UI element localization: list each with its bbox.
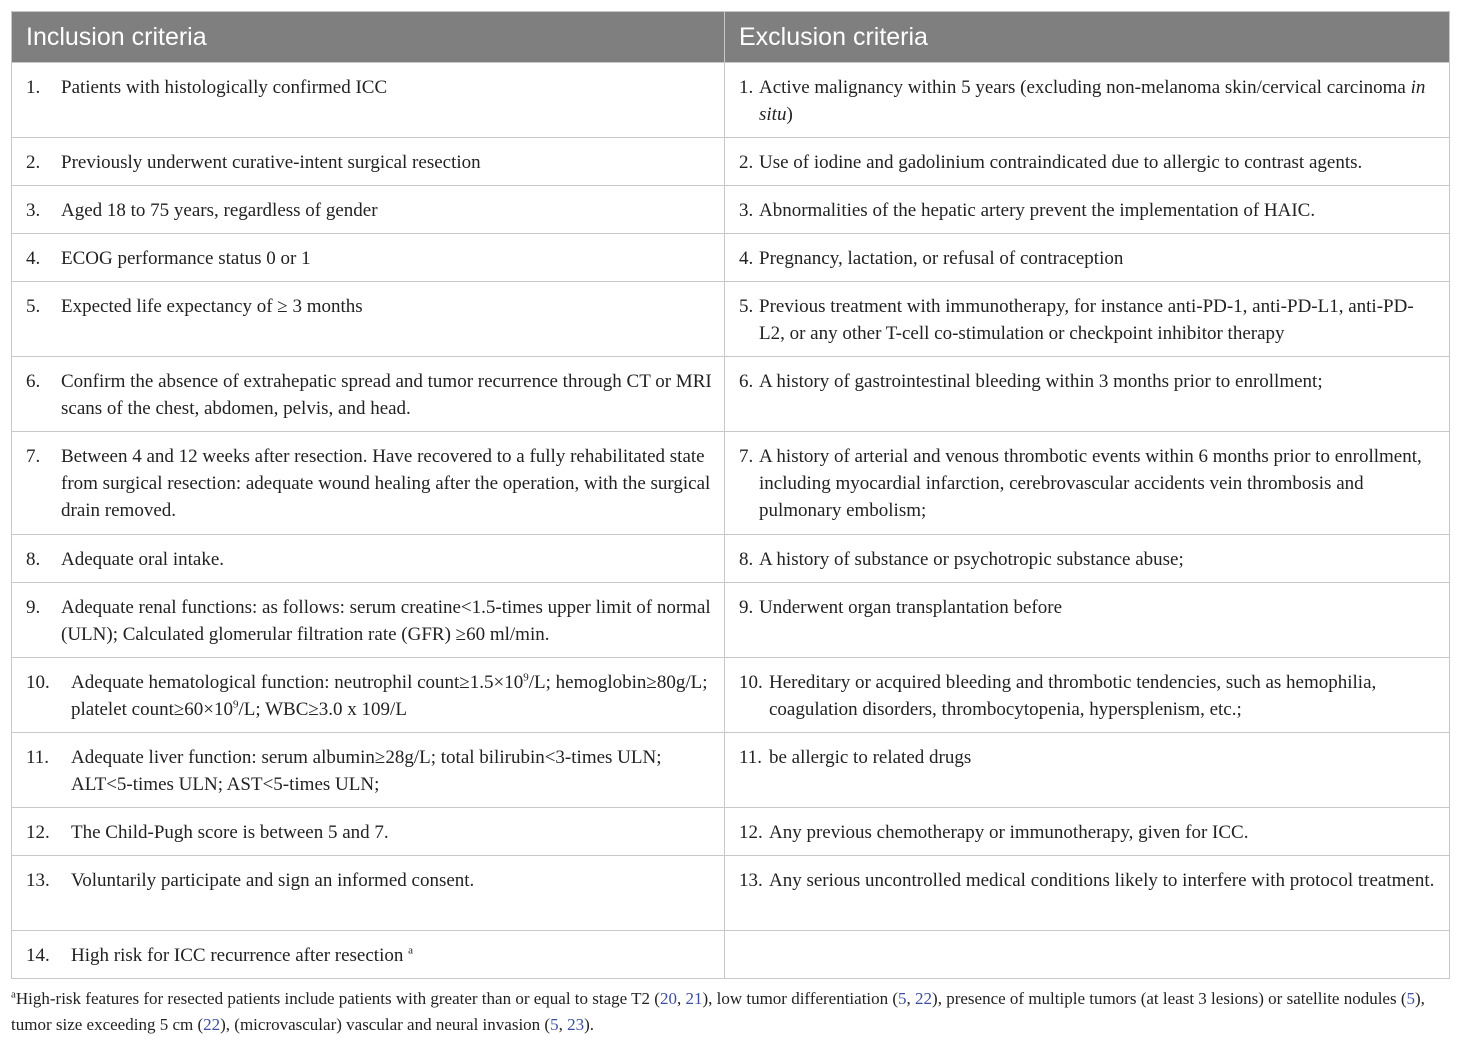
- item-number: 5.: [26, 296, 41, 317]
- exclusion-cell: [725, 138, 1450, 186]
- table-row: [12, 583, 1450, 658]
- table-row: [12, 808, 1450, 856]
- exclusion-text: Active malignancy within 5 years (excluding non-melanoma skin/cervical carcinoma in situ): [759, 77, 1426, 125]
- inclusion-text: Voluntarily participate and sign an informed consent.: [71, 870, 475, 891]
- inclusion-cell: [12, 63, 725, 138]
- inclusion-text: Between 4 and 12 weeks after resection. Have recovered to a fully rehabilitated state from surgical resection: adequate wound healing after the operation, with the surgical drain removed.: [61, 446, 711, 521]
- item-number: 12.: [739, 822, 763, 843]
- exclusion-text: Any serious uncontrolled medical conditions likely to interfere with protocol treatment.: [769, 870, 1435, 891]
- inclusion-text: Adequate hematological function: neutrophil $count\ge 1.5\times 10^9/L$; hemoglobin≥80g/L; platelet $count\ge 60\times 10^9/L$; WBC≥3.0 x 109/L: [71, 671, 708, 720]
- exclusion-cell: [725, 357, 1450, 432]
- inclusion-text: ECOG performance status 0 or 1: [61, 248, 311, 269]
- item-number: 13.: [739, 870, 763, 891]
- inclusion-text: Adequate oral intake.: [61, 549, 225, 570]
- table-row: [12, 234, 1450, 282]
- table-header-row: [12, 12, 1450, 63]
- inclusion-cell: [12, 931, 725, 979]
- item-number: 3.: [26, 200, 41, 221]
- item-number: 3.: [739, 200, 754, 221]
- item-number: 11.: [26, 747, 50, 768]
- exclusion-text: Underwent organ transplantation before: [759, 597, 1063, 618]
- table-row: [12, 856, 1450, 931]
- exclusion-header: Exclusion criteria: [725, 12, 1450, 63]
- item-number: 10.: [26, 672, 50, 693]
- exclusion-text: Abnormalities of the hepatic artery prevent the implementation of HAIC.: [759, 200, 1316, 221]
- exclusion-cell: [725, 63, 1450, 138]
- table-row: [12, 63, 1450, 138]
- table-row: [12, 432, 1450, 535]
- item-number: 1.: [739, 77, 754, 98]
- table-row: [12, 535, 1450, 583]
- item-number: 5.: [739, 296, 754, 317]
- reference-link[interactable]: 5: [1406, 989, 1416, 1008]
- inclusion-text: Expected life expectancy of ≥ 3 months: [61, 296, 363, 317]
- exclusion-cell: [725, 186, 1450, 234]
- item-number: 9.: [26, 597, 41, 618]
- inclusion-cell: [12, 234, 725, 282]
- reference-link[interactable]: 5: [898, 989, 907, 1008]
- item-number: 1.: [26, 77, 41, 98]
- exclusion-cell: [725, 583, 1450, 658]
- exclusion-cell: [725, 234, 1450, 282]
- exclusion-cell: [725, 535, 1450, 583]
- exclusion-cell: [725, 432, 1450, 535]
- exclusion-text: Any previous chemotherapy or immunotherapy, given for ICC.: [769, 822, 1249, 843]
- inclusion-cell: [12, 808, 725, 856]
- table-footnote: $^a$High-risk features for resected patients include patients with greater than or equal to stage T2 (20, 21), low tumor differentiation (5, 22), presence of multiple tumors (at least 3 lesions) or satellite nodules (5), tumor size exceeding 5 cm (22), (microvascular) vascular and neural invasion (5, 23).: [11, 988, 1425, 1034]
- exclusion-text: be allergic to related drugs: [769, 747, 972, 768]
- inclusion-cell: [12, 583, 725, 658]
- item-number: 4.: [26, 248, 41, 269]
- criteria-table: [11, 11, 1450, 979]
- table-row: [12, 282, 1450, 357]
- inclusion-text: Previously underwent curative-intent surgical resection: [61, 152, 481, 173]
- reference-link[interactable]: 21: [685, 989, 703, 1008]
- exclusion-cell: [725, 282, 1450, 357]
- item-number: 7.: [26, 446, 41, 467]
- reference-link[interactable]: 20: [659, 989, 677, 1008]
- reference-link[interactable]: 5: [550, 1015, 559, 1034]
- inclusion-cell: [12, 282, 725, 357]
- inclusion-text: Aged 18 to 75 years, regardless of gender: [61, 200, 378, 221]
- exclusion-cell: [725, 733, 1450, 808]
- exclusion-text: A history of arterial and venous thrombotic events within 6 months prior to enrollment, including myocardial infarction, cerebrovascular accidents vein thrombosis and pulmonary embolism;: [759, 446, 1422, 521]
- inclusion-text: Adequate liver function: serum albumin≥28g/L; total bilirubin<3-times ULN; ALT<5-times ULN; AST<5-times ULN;: [71, 747, 662, 795]
- reference-link[interactable]: 22: [915, 989, 933, 1008]
- item-number: 6.: [739, 371, 754, 392]
- item-number: 9.: [739, 597, 754, 618]
- table-row: [12, 658, 1450, 733]
- inclusion-cell: [12, 856, 725, 931]
- item-number: 11.: [739, 747, 763, 768]
- inclusion-text: Adequate renal functions: as follows: serum creatine<1.5-times upper limit of normal (ULN); Calculated glomerular filtration rate (GFR) ≥60 ml/min.: [61, 597, 711, 645]
- exclusion-text: Use of iodine and gadolinium contraindicated due to allergic to contrast agents.: [759, 152, 1363, 173]
- item-number: 14.: [26, 945, 50, 966]
- item-number: 13.: [26, 870, 50, 891]
- exclusion-cell: [725, 856, 1450, 931]
- inclusion-header: Inclusion criteria: [12, 12, 725, 63]
- inclusion-cell: [12, 658, 725, 733]
- item-number: 8.: [739, 549, 754, 570]
- inclusion-cell: [12, 357, 725, 432]
- exclusion-text: Pregnancy, lactation, or refusal of contraception: [759, 248, 1124, 269]
- item-number: 2.: [739, 152, 754, 173]
- exclusion-text: Hereditary or acquired bleeding and thrombotic tendencies, such as hemophilia, coagulation disorders, thrombocytopenia, hypersplenism, etc.;: [769, 672, 1377, 720]
- inclusion-cell: [12, 535, 725, 583]
- table-row: [12, 733, 1450, 808]
- exclusion-cell: [725, 931, 1450, 979]
- item-number: 2.: [26, 152, 41, 173]
- inclusion-cell: [12, 733, 725, 808]
- item-number: 8.: [26, 549, 41, 570]
- exclusion-text: A history of substance or psychotropic substance abuse;: [759, 549, 1184, 570]
- inclusion-cell: [12, 432, 725, 535]
- inclusion-text: High risk for ICC recurrence after resection $^a$: [71, 944, 413, 966]
- item-number: 6.: [26, 371, 41, 392]
- exclusion-cell: [725, 658, 1450, 733]
- table-row: [12, 138, 1450, 186]
- item-number: 7.: [739, 446, 754, 467]
- reference-link[interactable]: 22: [203, 1015, 221, 1034]
- table-row: [12, 357, 1450, 432]
- inclusion-cell: [12, 186, 725, 234]
- table-row: [12, 186, 1450, 234]
- exclusion-text: A history of gastrointestinal bleeding within 3 months prior to enrollment;: [759, 371, 1323, 392]
- exclusion-text: Previous treatment with immunotherapy, for instance anti-PD-1, anti-PD-L1, anti-PD-L2, or any other T-cell co-stimulation or checkpoint inhibitor therapy: [759, 296, 1414, 344]
- table-row: [12, 931, 1450, 979]
- inclusion-cell: [12, 138, 725, 186]
- inclusion-text: Patients with histologically confirmed ICC: [61, 77, 388, 98]
- exclusion-cell: [725, 808, 1450, 856]
- inclusion-text: Confirm the absence of extrahepatic spread and tumor recurrence through CT or MRI scans of the chest, abdomen, pelvis, and head.: [61, 371, 712, 419]
- item-number: 4.: [739, 248, 754, 269]
- item-number: 12.: [26, 822, 50, 843]
- inclusion-text: The Child-Pugh score is between 5 and 7.: [71, 822, 389, 843]
- reference-link[interactable]: 23: [567, 1015, 585, 1034]
- item-number: 10.: [739, 672, 763, 693]
